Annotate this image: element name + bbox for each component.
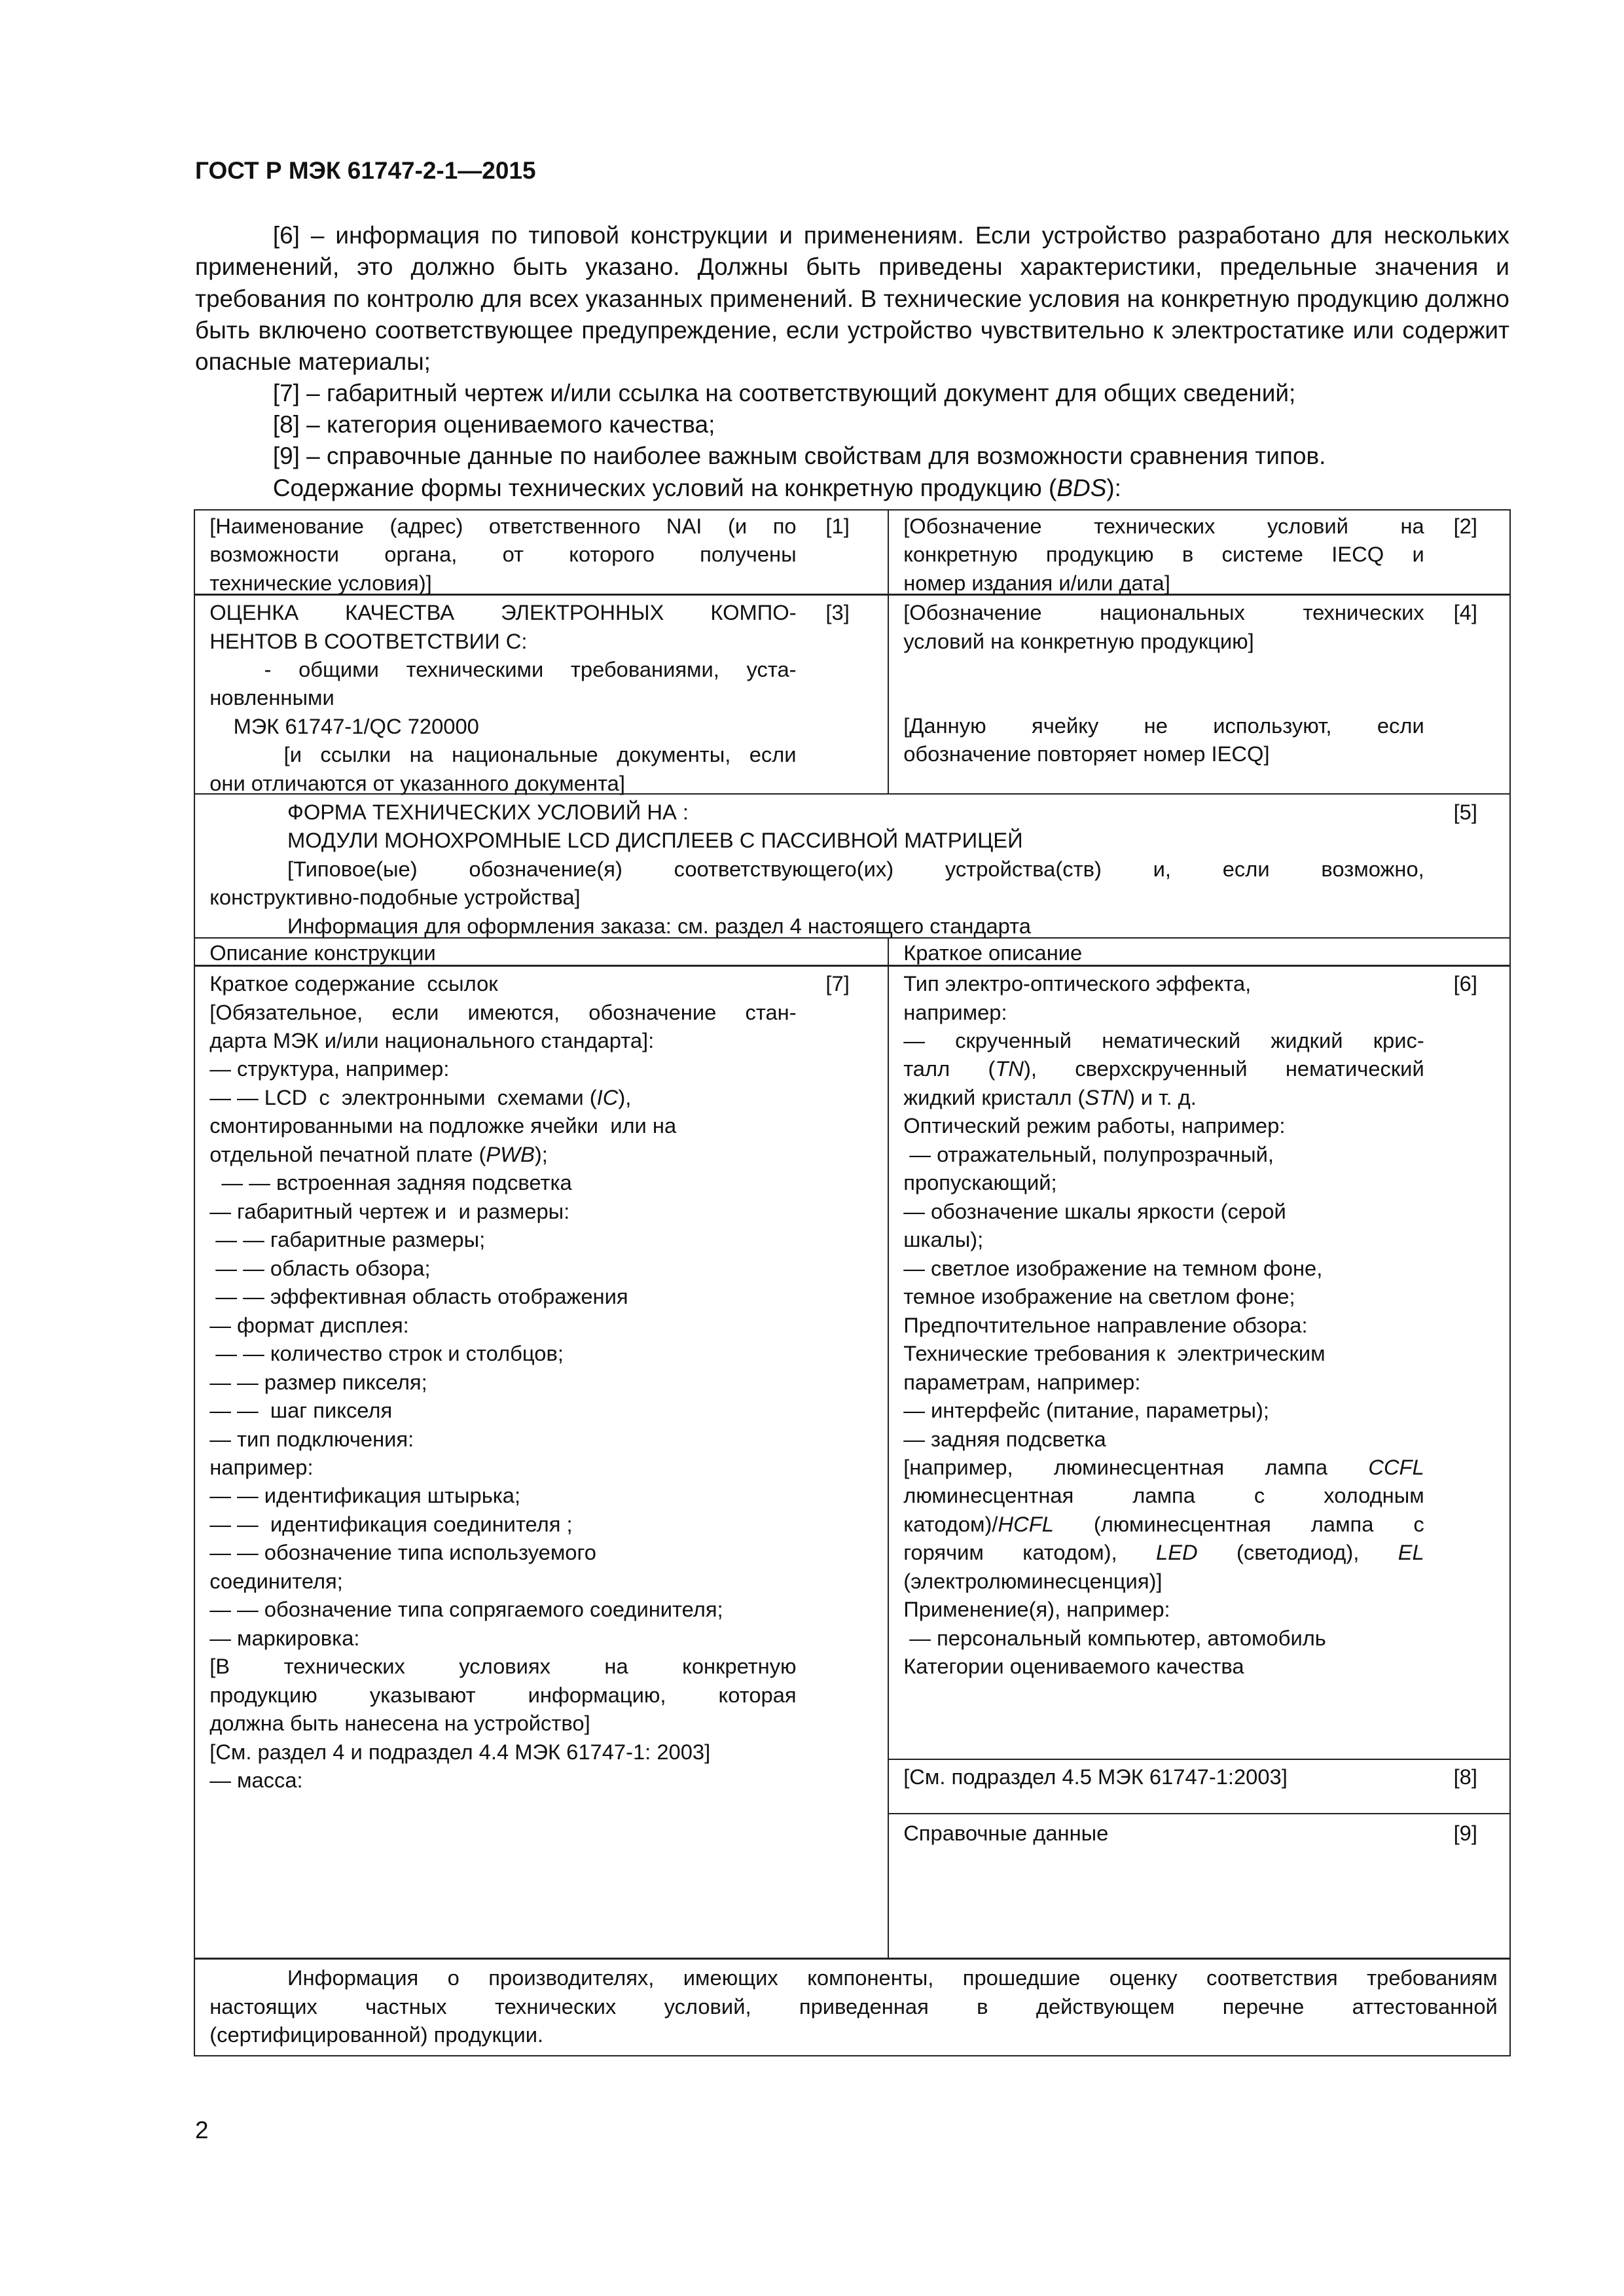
iecq-designation-cell: [Обозначение технических условий на конкретную продукцию в системе IECQ и номер издания и/или дата]	[903, 513, 1424, 595]
ref-tag: [6]	[1453, 971, 1477, 996]
ref-tag: [7]	[825, 971, 850, 996]
brief-description-cell: Тип электро-оптического эффекта, например: — скрученный нематический жидкий крис- талл (TN), сверхскрученный нематический жидкий кристалл (STN) и т. д. Оптический режим работы, например: — отражательный, полупрозрачный, пропускающий; — обозначение шкалы яркости (серой шкалы); — светлое изображение на темном фоне, темное изображение на светлом фоне; Предпочтительное направление обзора: Технические требования к электрическим параметрам, например: — интерфейс (питание, параметры); — задняя подсветка [например, люминесцентная лампа CCFL люминесцентная лампа с холодным катодом)/HCFL (люминесцентная лампа с горячим катодом), LED (светодиод), EL (электролюминесценция)] Применение(я), например: — персональный компьютер, автомобиль Категории оцениваемого качества	[903, 971, 1424, 1679]
intro-paragraph: Содержание формы технических условий на конкретную продукцию (BDS):	[272, 474, 1121, 501]
intro-paragraph: [7] – габаритный чертеж и/или ссылка на соответствующий документ для общих сведений;	[272, 380, 1296, 407]
reference-data-label: Справочные данные	[903, 1820, 1109, 1845]
ref-tag: [2]	[1453, 513, 1477, 538]
national-spec-cell: [Обозначение национальных технических условий на конкретную продукцию]	[903, 600, 1424, 653]
ref-tag: [3]	[825, 600, 850, 625]
ref-tag: [8]	[1453, 1765, 1477, 1789]
ref-tag: [9]	[1453, 1820, 1477, 1845]
form-title-cell: ФОРМА ТЕХНИЧЕСКИХ УСЛОВИЙ НА : МОДУЛИ МОНОХРОМНЫЕ LCD ДИСПЛЕЕВ С ПАССИВНОЙ МАТРИЦЕЙ [Типовое(ые) обозначение(я) соответствующего(их) устройства(ств) и, если возможно, конструктивно-подобные устройства] Информация для оформления заказа: см. раздел 4 настоящего стандарта	[209, 799, 1424, 938]
page-number: 2	[195, 2116, 209, 2144]
ref-tag: [5]	[1453, 799, 1477, 824]
responsible-nai-cell: [Наименование (адрес) ответственного NAI (и по возможности органа, от которого получены технические условия)]	[209, 513, 797, 595]
construction-header: Описание конструкции	[209, 940, 436, 965]
quality-category-ref: [См. подраздел 4.5 МЭК 61747-1:2003]	[903, 1765, 1288, 1789]
intro-paragraph: [9] – справочные данные по наиболее важным свойствам для возможности сравнения типов.	[272, 442, 1326, 470]
intro-text	[195, 220, 1509, 504]
document-header: ГОСТ Р МЭК 61747-2-1—2015	[195, 156, 536, 184]
construction-description-cell: Краткое содержание ссылок [Обязательное, если имеются, обозначение стан- дарта МЭК и/или национального стандарта]: — структура, например: — — LCD с электронными схемами (IC), смонтированными на подложке ячейки или на отдельной печатной плате (PWB); — — встроенная задняя подсветка — габаритный чертеж и и размеры: — — габаритные размеры; — — область обзора; — — эффективная область отображения — формат дисплея: — — количество строк и столбцов; — — размер пикселя; — — шаг пикселя — тип подключения: например: — — идентификация штырька; — — идентификация соединителя ; — — обозначение типа используемого соединителя; — — обозначение типа сопрягаемого соединителя; — маркировка: [В технических условиях на конкретную продукцию указывают информацию, которая должна быть нанесена на устройство] [См. раздел 4 и подраздел 4.4 МЭК 61747-1: 2003] — масса:	[209, 971, 797, 1793]
unused-cell-note: [Данную ячейку не используют, если обозначение повторяет номер IECQ]	[903, 713, 1424, 766]
ref-tag: [4]	[1453, 600, 1477, 625]
intro-paragraph: [8] – категория оцениваемого качества;	[272, 411, 715, 439]
quality-assessment-cell: ОЦЕНКА КАЧЕСТВА ЭЛЕКТРОННЫХ КОМПО- НЕНТОВ В СООТВЕТСТВИИ С: - общими техническими требованиями, уста- новленными МЭК 61747-1/QC 720000 [и ссылки на национальные документы, если они отличаются от указанного документа]	[209, 600, 797, 795]
ref-tag: [1]	[825, 513, 850, 538]
bds-form-table	[194, 509, 1511, 2056]
intro-paragraph: [6] – информация по типовой конструкции и применениям. Если устройство разработано для нескольких применений, это должно быть указано. Должны быть приведены характеристики, предельные значения и требования по контролю для всех указанных применений. В технические условия на конкретную продукцию должно быть включено соответствующее предупреждение, если устройство чувствительно к электростатике или содержит опасные материалы;	[195, 222, 1509, 375]
brief-description-header: Краткое описание	[903, 940, 1083, 965]
manufacturers-info-cell: Информация о производителях, имеющих компоненты, прошедшие оценку соответствия требованиям настоящих частных технических условий, приведенная в действующем перечне аттестованной (сертифицированной) продукции.	[209, 1965, 1498, 2047]
